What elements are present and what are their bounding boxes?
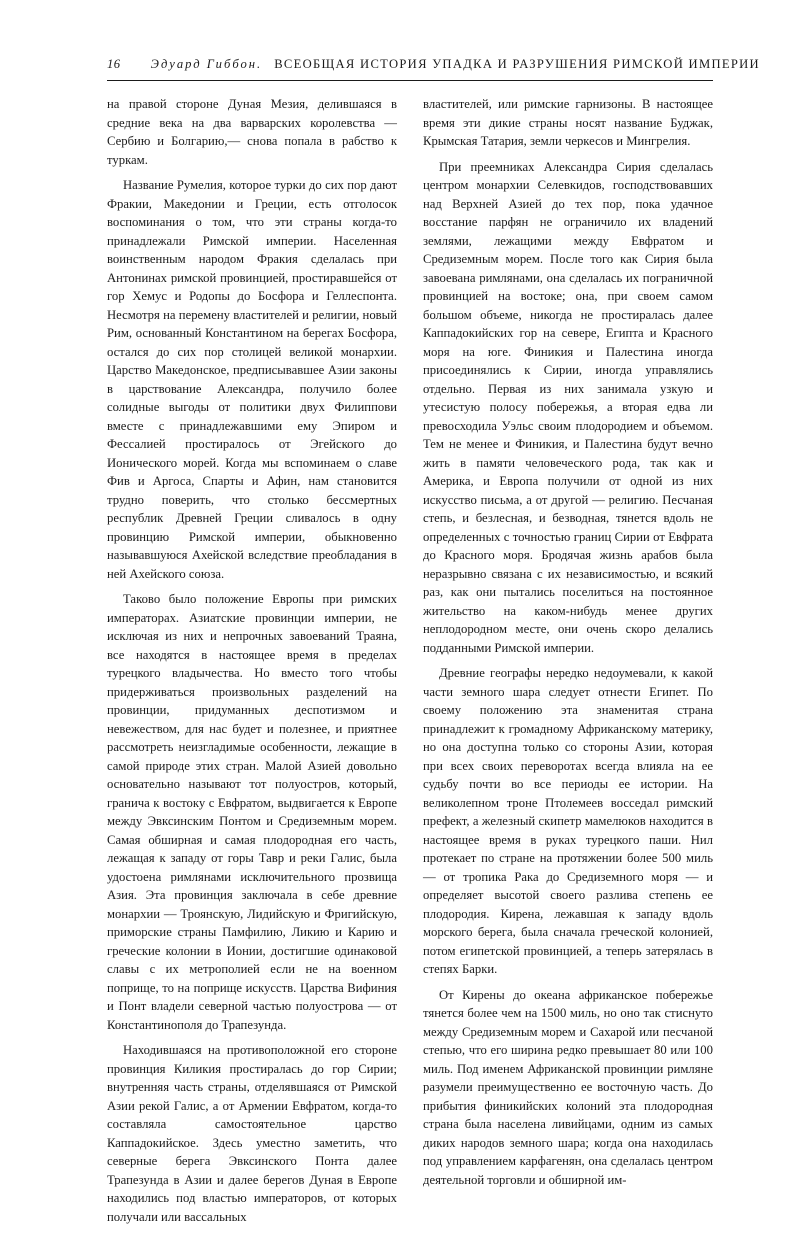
paragraph: Таково было положение Европы при римских императорах. Азиатские провинции империи, не исключая из них и непрочных завоеваний Траяна, все находятся в настоящее время в пределах турецкого владычества. Но вместо того чтобы придерживаться произвольных разделений на провинции, придуманных деспотизмом и невежеством, для нас будет и полезнее, и приятнее рассмотреть неизгладимые особенности, лежащие в самой природе этих стран. Малой Азией довольно основательно называют тот полуостров, который, гранича к востоку с Евфратом, выдвигается к Европе между Эвксинским Понтом и Средиземным морем. Самая обширная и самая плодородная его часть, лежащая к западу от горы Тавр и реки Галис, была удостоена римлянами исключительного прозвища Азия. Эта провинция заключала в себе древние монархии — Троянскую, Лидийскую и Фригийскую, приморские страны Памфилию, Ликию и Карию и греческие колонии в Ионии, достигшие одинаковой славы с их метрополией если не на военном поприще, то на поприще искусств. Царства Вифиния и Понт владели северной частью полуострова — от Константинополя до Трапезунда. bbox=[107, 592, 397, 1032]
left-column bbox=[107, 95, 397, 1233]
page-number: 16 bbox=[107, 57, 121, 71]
running-header bbox=[107, 57, 760, 77]
paragraph: Находившаяся на противоположной его стороне провинция Киликия простиралась до гор Сирии; внутренняя часть страны, отделявшаяся от Римской Азии рекой Галис, а от Армении Евфратом, когда-то составляла самостоятельное царство Каппадокийское. Здесь уместно заметить, что северные берега Эвксинского Понта далее Трапезунда в Азии и далее берегов Дуная в Европе находились под властью императоров, от которых получали или вассальных bbox=[107, 1043, 397, 1224]
text-columns bbox=[107, 95, 713, 1233]
paragraph: От Кирены до океана африканское побережье тянется более чем на 1500 миль, но оно так стиснуто между Средиземным морем и Сахарой или песчаной степью, что его ширина редко превышает 80 или 100 миль. Под именем Африканской провинции римляне разумели преимущественно ее восточную часть. До прибытия финикийских колоний эта плодородная страна была населена ливийцами, одним из самых диких народов земного шара; когда она находилась под управлением карфагенян, она сделалась центром деятельной торговли и обширной им- bbox=[423, 987, 713, 1187]
paragraph: Древние географы нередко недоумевали, к какой части земного шара следует отнести Египет. По своему положению эта знаменитая страна принадлежит к громадному Африканскому материку, но она доступна только со стороны Азии, которая при всех своих переворотах всегда влияла на ее судьбу почти во все периоды ее истории. На великолепном троне Птолемеев восседал римский префект, а железный скипетр мамелюков находится в настоящее время в руках турецкого паши. Нил протекает по стране на протяжении более 500 миль — от тропика Рака до Средиземного моря — и определяет высотой своего разлива степень ее плодородия. Кирена, лежавшая к западу вдоль морского берега, была сначала греческой колонией, потом египетской провинцией, а теперь затерялась в степях Барки. bbox=[423, 666, 713, 976]
paragraph: При преемниках Александра Сирия сделалась центром монархии Селевкидов, господствовавших над Верхней Азией до тех пор, пока удачное восстание парфян не ограничило их владений землями, лежащими между Евфратом и Средиземным морем. После того как Сирия была завоевана римлянами, она сделалась их пограничной провинцией на востоке; она, при своем самом большом объеме, никогда не простиралась далее Каппадокийских гор на севере, Египта и Красного моря на юге. Финикия и Палестина иногда присоединялись к Сирии, иногда управлялись отдельно. Первая из них занимала узкую и утесистую полосу побережья, а вторая едва ли превосходила Уэльс своим плодородием и объемом. Тем не менее и Финикия, и Палестина будут вечно жить в памяти человеческого рода, так как и Америка, и Европа получили от одной из них искусство письма, а от другой — религию. Песчаная степь, и безлесная, и безводная, тянется вдоль не определенных с точностью границ Сирии от Евфрата до Красного моря. Бродячая жизнь арабов была неразрывно связана с их независимостью, и всякий раз, как они пытались поселиться на постоянное жительство на каком-нибудь менее других неплодородном месте, они очень скоро делались подданными Римской империи. bbox=[423, 159, 713, 655]
header-author: Эдуард Гиббон. bbox=[150, 57, 263, 71]
header-book-title: ВСЕОБЩАЯ ИСТОРИЯ УПАДКА И РАЗРУШЕНИЯ РИМСКОЙ ИМПЕРИИ bbox=[274, 57, 760, 71]
paragraph: властителей, или римские гарнизоны. В настоящее время эти дикие страны носят название Буджак, Крымская Татария, земли черкесов и Мингрелия. bbox=[423, 97, 713, 148]
paragraph: Название Румелия, которое турки до сих пор дают Фракии, Македонии и Греции, есть отголосок воспоминания о том, что эти страны когда-то принадлежали Римской империи. Населенная воинственным народом Фракия сделалась при Антонинах римской провинцией, простиравшейся от гор Хемус и Родопы до Босфора и Геллеспонта. Несмотря на перемену властителей и религии, новый Рим, основанный Константином на берегах Босфора, остался до сих пор столицей великой монархии. Царство Македонское, предписывавшее Азии законы в царствование Александра, получило более солидные выгоды от политики двух Филиппови вместе с принадлежавшими ему Эпиром и Фессалией простиралось от Эгейского до Ионического морей. Когда мы вспоминаем о славе Фив и Аргоса, Спарты и Афин, нам становится трудно поверить, что столько бессмертных республик Древней Греции сливалось в одну провинцию Римской империи, обыкновенно называвшуюся Ахейской вследствие преобладания в ней Ахейского союза. bbox=[107, 178, 397, 581]
paragraph: на правой стороне Дуная Мезия, делившаяся в средние века на два варварских королевства — Сербию и Болгарию,— снова попала в рабство к туркам. bbox=[107, 97, 397, 167]
header-rule bbox=[107, 80, 713, 81]
right-column bbox=[423, 95, 713, 1233]
